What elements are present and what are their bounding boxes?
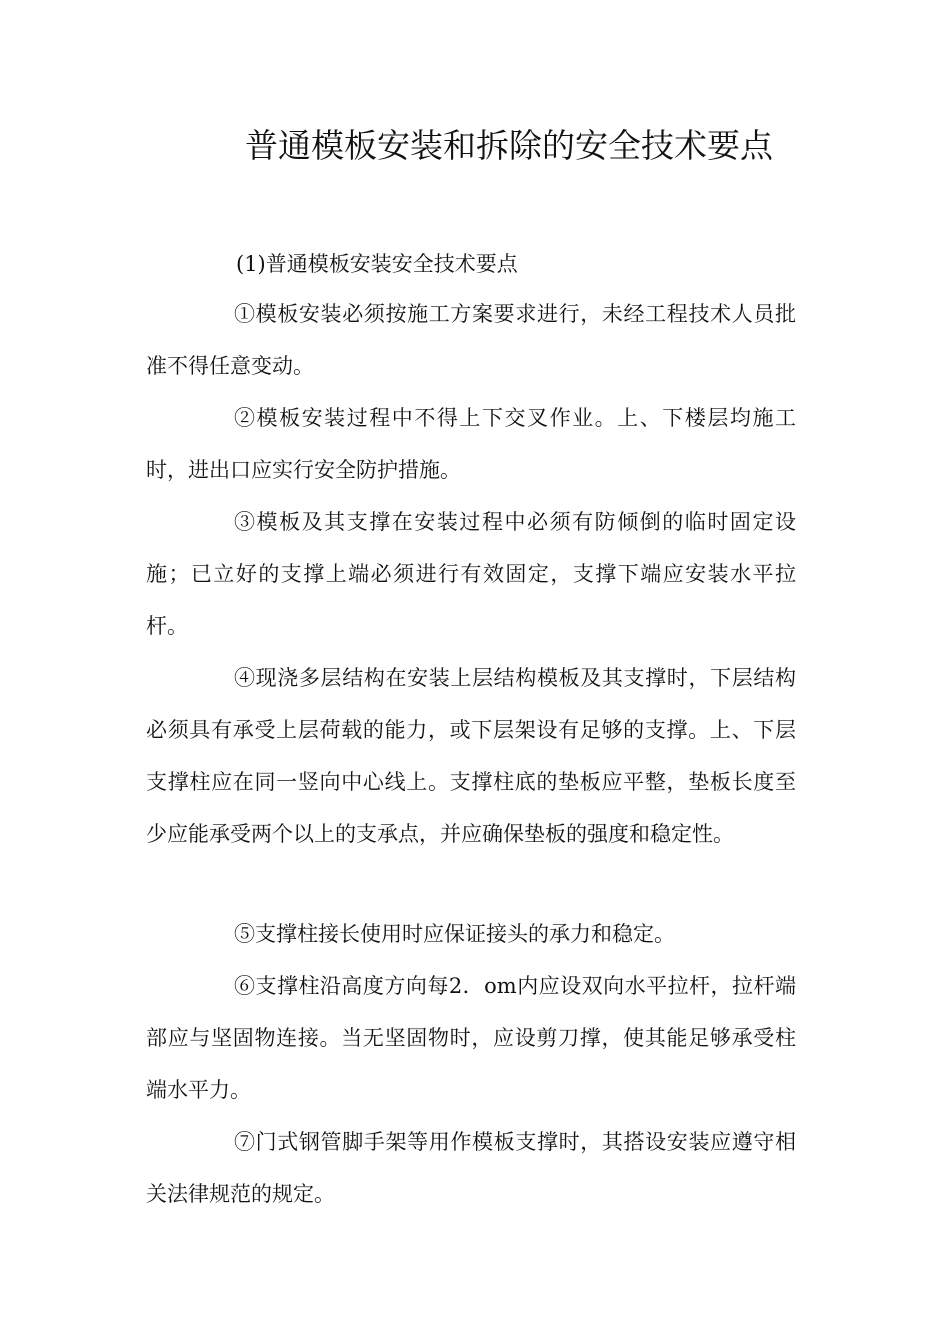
paragraph-item-2: ②模板安装过程中不得上下交叉作业。上、下楼层均施工时，进出口应实行安全防护措施。 [146,406,796,482]
paragraph-item-4: ④现浇多层结构在安装上层结构模板及其支撑时，下层结构必须具有承受上层荷载的能力，或下层架设有足够的支撑。上、下层支撑柱应在同一竖向中心线上。支撑柱底的垫板应平整，垫板长度至少应能承受两个以上的支承点，并应确保垫板的强度和稳定性。 [146,666,796,846]
paragraph-item-7: ⑦门式钢管脚手架等用作模板支撑时，其搭设安装应遵守相关法律规范的规定。 [146,1130,796,1206]
paragraph-item-5: ⑤支撑柱接长使用时应保证接头的承力和稳定。 [234,922,675,946]
document-title: 普通模板安装和拆除的安全技术要点 [245,126,773,165]
section-heading: (1)普通模板安装安全技术要点 [236,252,518,276]
paragraph-item-1: ①模板安装必须按施工方案要求进行，未经工程技术人员批准不得任意变动。 [146,302,796,378]
paragraph-item-6: ⑥支撑柱沿高度方向每2．om内应设双向水平拉杆，拉杆端部应与坚固物连接。当无坚固物时，应设剪刀撑，使其能足够承受柱端水平力。 [146,974,796,1102]
paragraph-item-3: ③模板及其支撑在安装过程中必须有防倾倒的临时固定设施；已立好的支撑上端必须进行有效固定，支撑下端应安装水平拉杆。 [146,510,796,638]
